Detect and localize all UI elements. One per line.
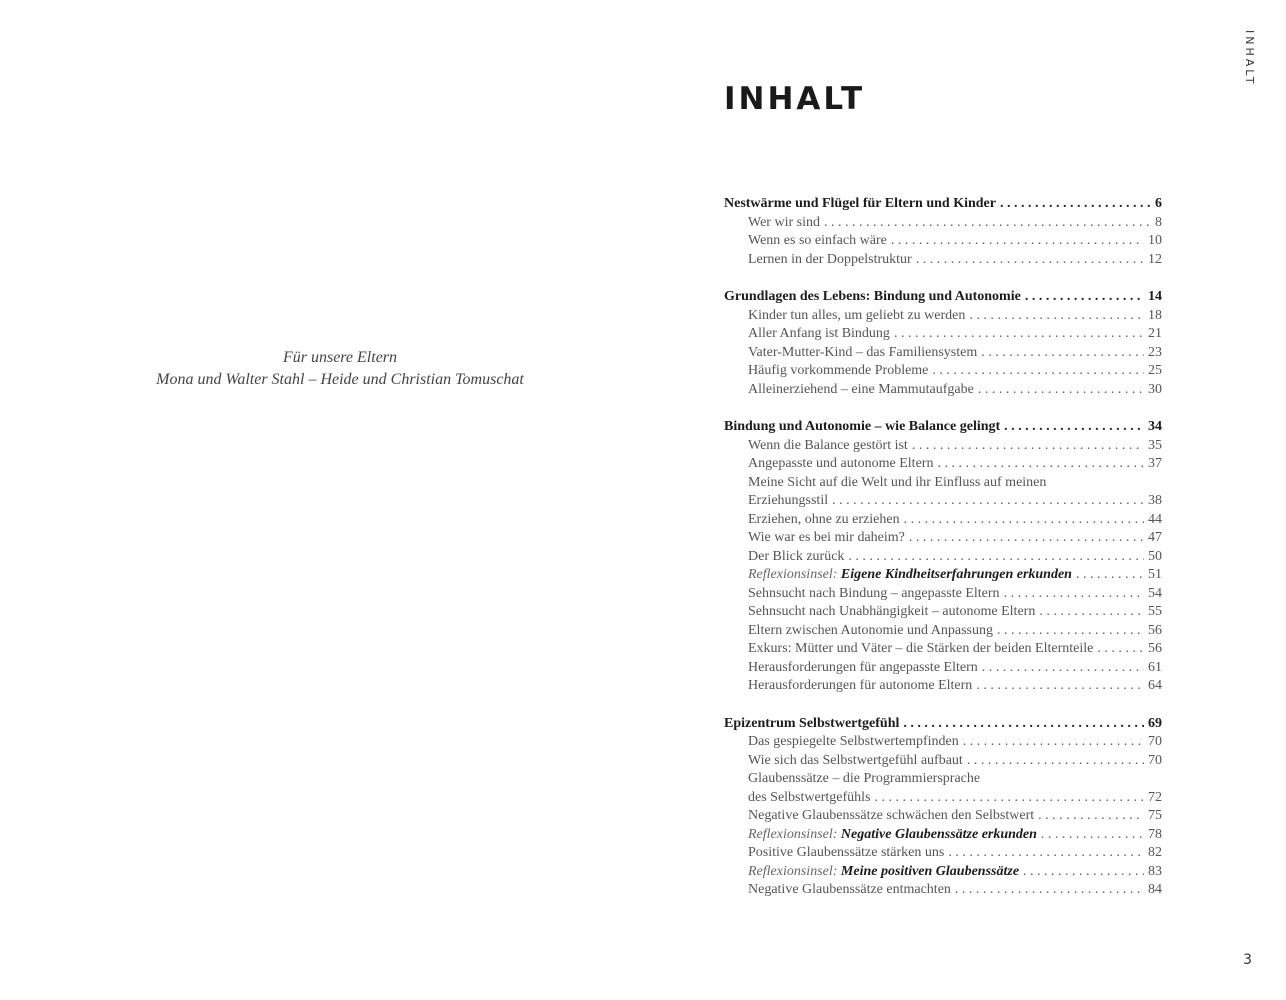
toc-entry[interactable] — [724, 325, 1162, 344]
page-number: 3 — [1243, 952, 1252, 968]
page-ref: 69 — [1148, 715, 1162, 731]
entry-prefix: Reflexionsinsel: — [748, 826, 838, 842]
toc-entry[interactable] — [724, 344, 1162, 363]
page-ref: 83 — [1148, 863, 1162, 879]
page-ref: 8 — [1155, 214, 1162, 230]
entry-title: Exkurs: Mütter und Väter – die Stärken der beiden Elternteile — [748, 641, 1094, 656]
toc-entry[interactable] — [724, 529, 1162, 548]
entry-title: Herausforderungen für angepasste Eltern — [748, 659, 978, 675]
entry-title: Positive Glaubenssätze stärken uns — [748, 845, 945, 860]
page-ref: 50 — [1148, 548, 1162, 564]
dot-leader — [1097, 640, 1144, 659]
toc-entry[interactable] — [724, 863, 1162, 882]
toc-entry[interactable] — [724, 566, 1162, 585]
dot-leader — [874, 789, 1144, 808]
page-ref: 70 — [1148, 752, 1162, 768]
entry-title: Bindung und Autonomie – wie Balance gelingt — [724, 419, 1001, 434]
dot-leader — [904, 511, 1144, 530]
table-of-contents — [724, 195, 1162, 919]
entry-title: Epizentrum Selbstwertgefühl — [724, 715, 900, 731]
dot-leader — [1000, 195, 1151, 214]
dot-leader — [978, 381, 1144, 400]
toc-entry[interactable] — [724, 492, 1162, 511]
dot-leader — [903, 715, 1144, 734]
entry-title: Wer wir sind — [748, 214, 820, 230]
dot-leader — [824, 214, 1151, 233]
toc-chapter[interactable] — [724, 288, 1162, 307]
dot-leader — [1038, 807, 1144, 826]
dot-leader — [1025, 288, 1144, 307]
page-ref: 84 — [1148, 882, 1162, 897]
dot-leader — [832, 492, 1144, 511]
page-ref: 56 — [1148, 641, 1162, 656]
toc-chapter[interactable] — [724, 195, 1162, 214]
dedication-line-2: Mona und Walter Stahl – Heide und Christian Tomuschat — [156, 371, 524, 388]
dot-leader — [997, 622, 1144, 641]
dot-leader — [967, 752, 1144, 771]
toc-entry[interactable] — [724, 548, 1162, 567]
toc-entry[interactable] — [724, 585, 1162, 604]
toc-section — [724, 195, 1162, 269]
entry-title: Wie sich das Selbstwertgefühl aufbaut — [748, 752, 963, 768]
entry-title-text: Meine positiven Glaubenssätze — [840, 863, 1020, 879]
dot-leader — [1041, 826, 1144, 845]
toc-section — [724, 715, 1162, 900]
page-ref: 54 — [1148, 585, 1162, 601]
toc-chapter[interactable] — [724, 418, 1162, 437]
page-ref: 38 — [1148, 493, 1162, 508]
toc-entry[interactable] — [724, 603, 1162, 622]
dot-leader — [1023, 863, 1144, 882]
dot-leader — [1004, 585, 1144, 604]
dot-leader — [1039, 603, 1144, 622]
entry-title — [748, 566, 1072, 585]
dot-leader — [1076, 566, 1144, 585]
toc-entry[interactable] — [724, 381, 1162, 400]
entry-title: Sehnsucht nach Unabhängigkeit – autonome Eltern — [748, 604, 1036, 619]
toc-entry[interactable] — [724, 640, 1162, 659]
entry-title: Nestwärme und Flügel für Eltern und Kinder — [724, 196, 996, 211]
entry-title-start: Glaubenssätze – die Programmiersprache — [748, 771, 981, 786]
toc-section — [724, 418, 1162, 696]
toc-entry[interactable] — [724, 881, 1162, 900]
entry-title: Sehnsucht nach Bindung – angepasste Eltern — [748, 585, 1000, 601]
page-ref: 6 — [1155, 196, 1162, 211]
dot-leader — [963, 733, 1144, 752]
page-ref: 35 — [1148, 437, 1162, 453]
page-title: INHALT — [724, 81, 866, 117]
toc-entry[interactable] — [724, 455, 1162, 474]
page-ref: 18 — [1148, 307, 1162, 323]
entry-title: Vater-Mutter-Kind – das Familiensystem — [748, 344, 978, 360]
dot-leader — [891, 232, 1144, 251]
entry-title: Erziehen, ohne zu erziehen — [748, 511, 900, 527]
page-ref: 12 — [1148, 251, 1162, 267]
page-ref: 47 — [1148, 530, 1162, 545]
toc-entry[interactable] — [724, 437, 1162, 456]
entry-title: Der Blick zurück — [748, 548, 845, 564]
entry-title: Angepasste und autonome Eltern — [748, 456, 934, 471]
entry-title-text: Eigene Kindheitserfahrungen erkunden — [840, 567, 1072, 582]
entry-title: Wenn die Balance gestört ist — [748, 437, 908, 453]
toc-entry[interactable] — [724, 733, 1162, 752]
toc-entry[interactable] — [724, 251, 1162, 270]
dedication — [110, 347, 570, 391]
entry-title: Kinder tun alles, um geliebt zu werden — [748, 307, 966, 323]
toc-entry[interactable] — [724, 307, 1162, 326]
entry-title: Lernen in der Doppelstruktur — [748, 251, 912, 267]
toc-entry[interactable] — [724, 622, 1162, 641]
toc-entry[interactable] — [724, 826, 1162, 845]
toc-entry[interactable] — [724, 844, 1162, 863]
dot-leader — [976, 677, 1144, 696]
dedication-line-1: Für unsere Eltern — [282, 349, 398, 366]
page-ref: 55 — [1148, 604, 1162, 619]
toc-section — [724, 288, 1162, 399]
page-ref: 21 — [1148, 326, 1162, 341]
dot-leader — [932, 362, 1144, 381]
entry-title: Grundlagen des Lebens: Bindung und Autonomie — [724, 289, 1021, 304]
entry-title-text: Negative Glaubenssätze erkunden — [840, 826, 1037, 842]
dot-leader — [894, 325, 1144, 344]
entry-title-start: Meine Sicht auf die Welt und ihr Einfluss auf meinen — [748, 474, 1047, 490]
dot-leader — [848, 548, 1144, 567]
entry-title: Negative Glaubenssätze schwächen den Selbstwert — [748, 808, 1035, 823]
entry-prefix: Reflexionsinsel: — [748, 863, 838, 879]
dot-leader — [969, 307, 1144, 326]
toc-entry[interactable] — [724, 659, 1162, 678]
page-ref: 14 — [1148, 289, 1162, 304]
page-ref: 56 — [1148, 622, 1162, 638]
dot-leader — [1004, 418, 1144, 437]
page-ref: 23 — [1148, 344, 1162, 360]
toc-entry[interactable] — [724, 511, 1162, 530]
dot-leader — [937, 455, 1144, 474]
entry-title: Aller Anfang ist Bindung — [748, 326, 890, 341]
page-ref: 44 — [1148, 511, 1162, 527]
page-ref: 64 — [1148, 678, 1162, 693]
entry-title: Herausforderungen für autonome Eltern — [748, 678, 973, 693]
entry-title: des Selbstwertgefühls — [748, 789, 871, 805]
entry-title: Das gespiegelte Selbstwertempfinden — [748, 734, 959, 749]
entry-title: Alleinerziehend – eine Mammutaufgabe — [748, 381, 974, 397]
entry-prefix: Reflexionsinsel: — [748, 567, 838, 582]
page-ref: 70 — [1148, 734, 1162, 749]
toc-entry[interactable] — [724, 752, 1162, 771]
toc-entry[interactable] — [724, 232, 1162, 251]
entry-title: Häufig vorkommende Probleme — [748, 363, 929, 378]
dot-leader — [948, 844, 1144, 863]
dot-leader — [909, 529, 1144, 548]
entry-title: Wenn es so einfach wäre — [748, 233, 887, 248]
running-header: INHALT — [1243, 30, 1256, 87]
page-ref: 75 — [1148, 808, 1162, 823]
page-ref: 82 — [1148, 845, 1162, 860]
entry-title: Negative Glaubenssätze entmachten — [748, 882, 951, 897]
entry-title: Eltern zwischen Autonomie und Anpassung — [748, 622, 993, 638]
toc-entry-line[interactable] — [724, 474, 1162, 493]
page-ref: 72 — [1148, 789, 1162, 805]
page-ref: 78 — [1148, 826, 1162, 842]
dot-leader — [982, 659, 1144, 678]
page-ref: 25 — [1148, 363, 1162, 378]
entry-title — [748, 826, 1037, 845]
toc-entry[interactable] — [724, 214, 1162, 233]
dot-leader — [955, 881, 1144, 900]
dot-leader — [916, 251, 1144, 270]
toc-entry[interactable] — [724, 789, 1162, 808]
page-ref: 61 — [1148, 659, 1162, 675]
entry-title — [748, 863, 1019, 882]
page-ref: 34 — [1148, 419, 1162, 434]
page-ref: 10 — [1148, 233, 1162, 248]
toc-entry[interactable] — [724, 362, 1162, 381]
entry-title: Wie war es bei mir daheim? — [748, 530, 905, 545]
dot-leader — [912, 437, 1144, 456]
toc-entry[interactable] — [724, 807, 1162, 826]
dot-leader — [981, 344, 1144, 363]
page-ref: 37 — [1148, 456, 1162, 471]
toc-entry-line[interactable] — [724, 770, 1162, 789]
toc-chapter[interactable] — [724, 715, 1162, 734]
toc-entry[interactable] — [724, 677, 1162, 696]
entry-title: Erziehungsstil — [748, 493, 829, 508]
page-ref: 30 — [1148, 381, 1162, 397]
page-ref: 51 — [1148, 567, 1162, 582]
